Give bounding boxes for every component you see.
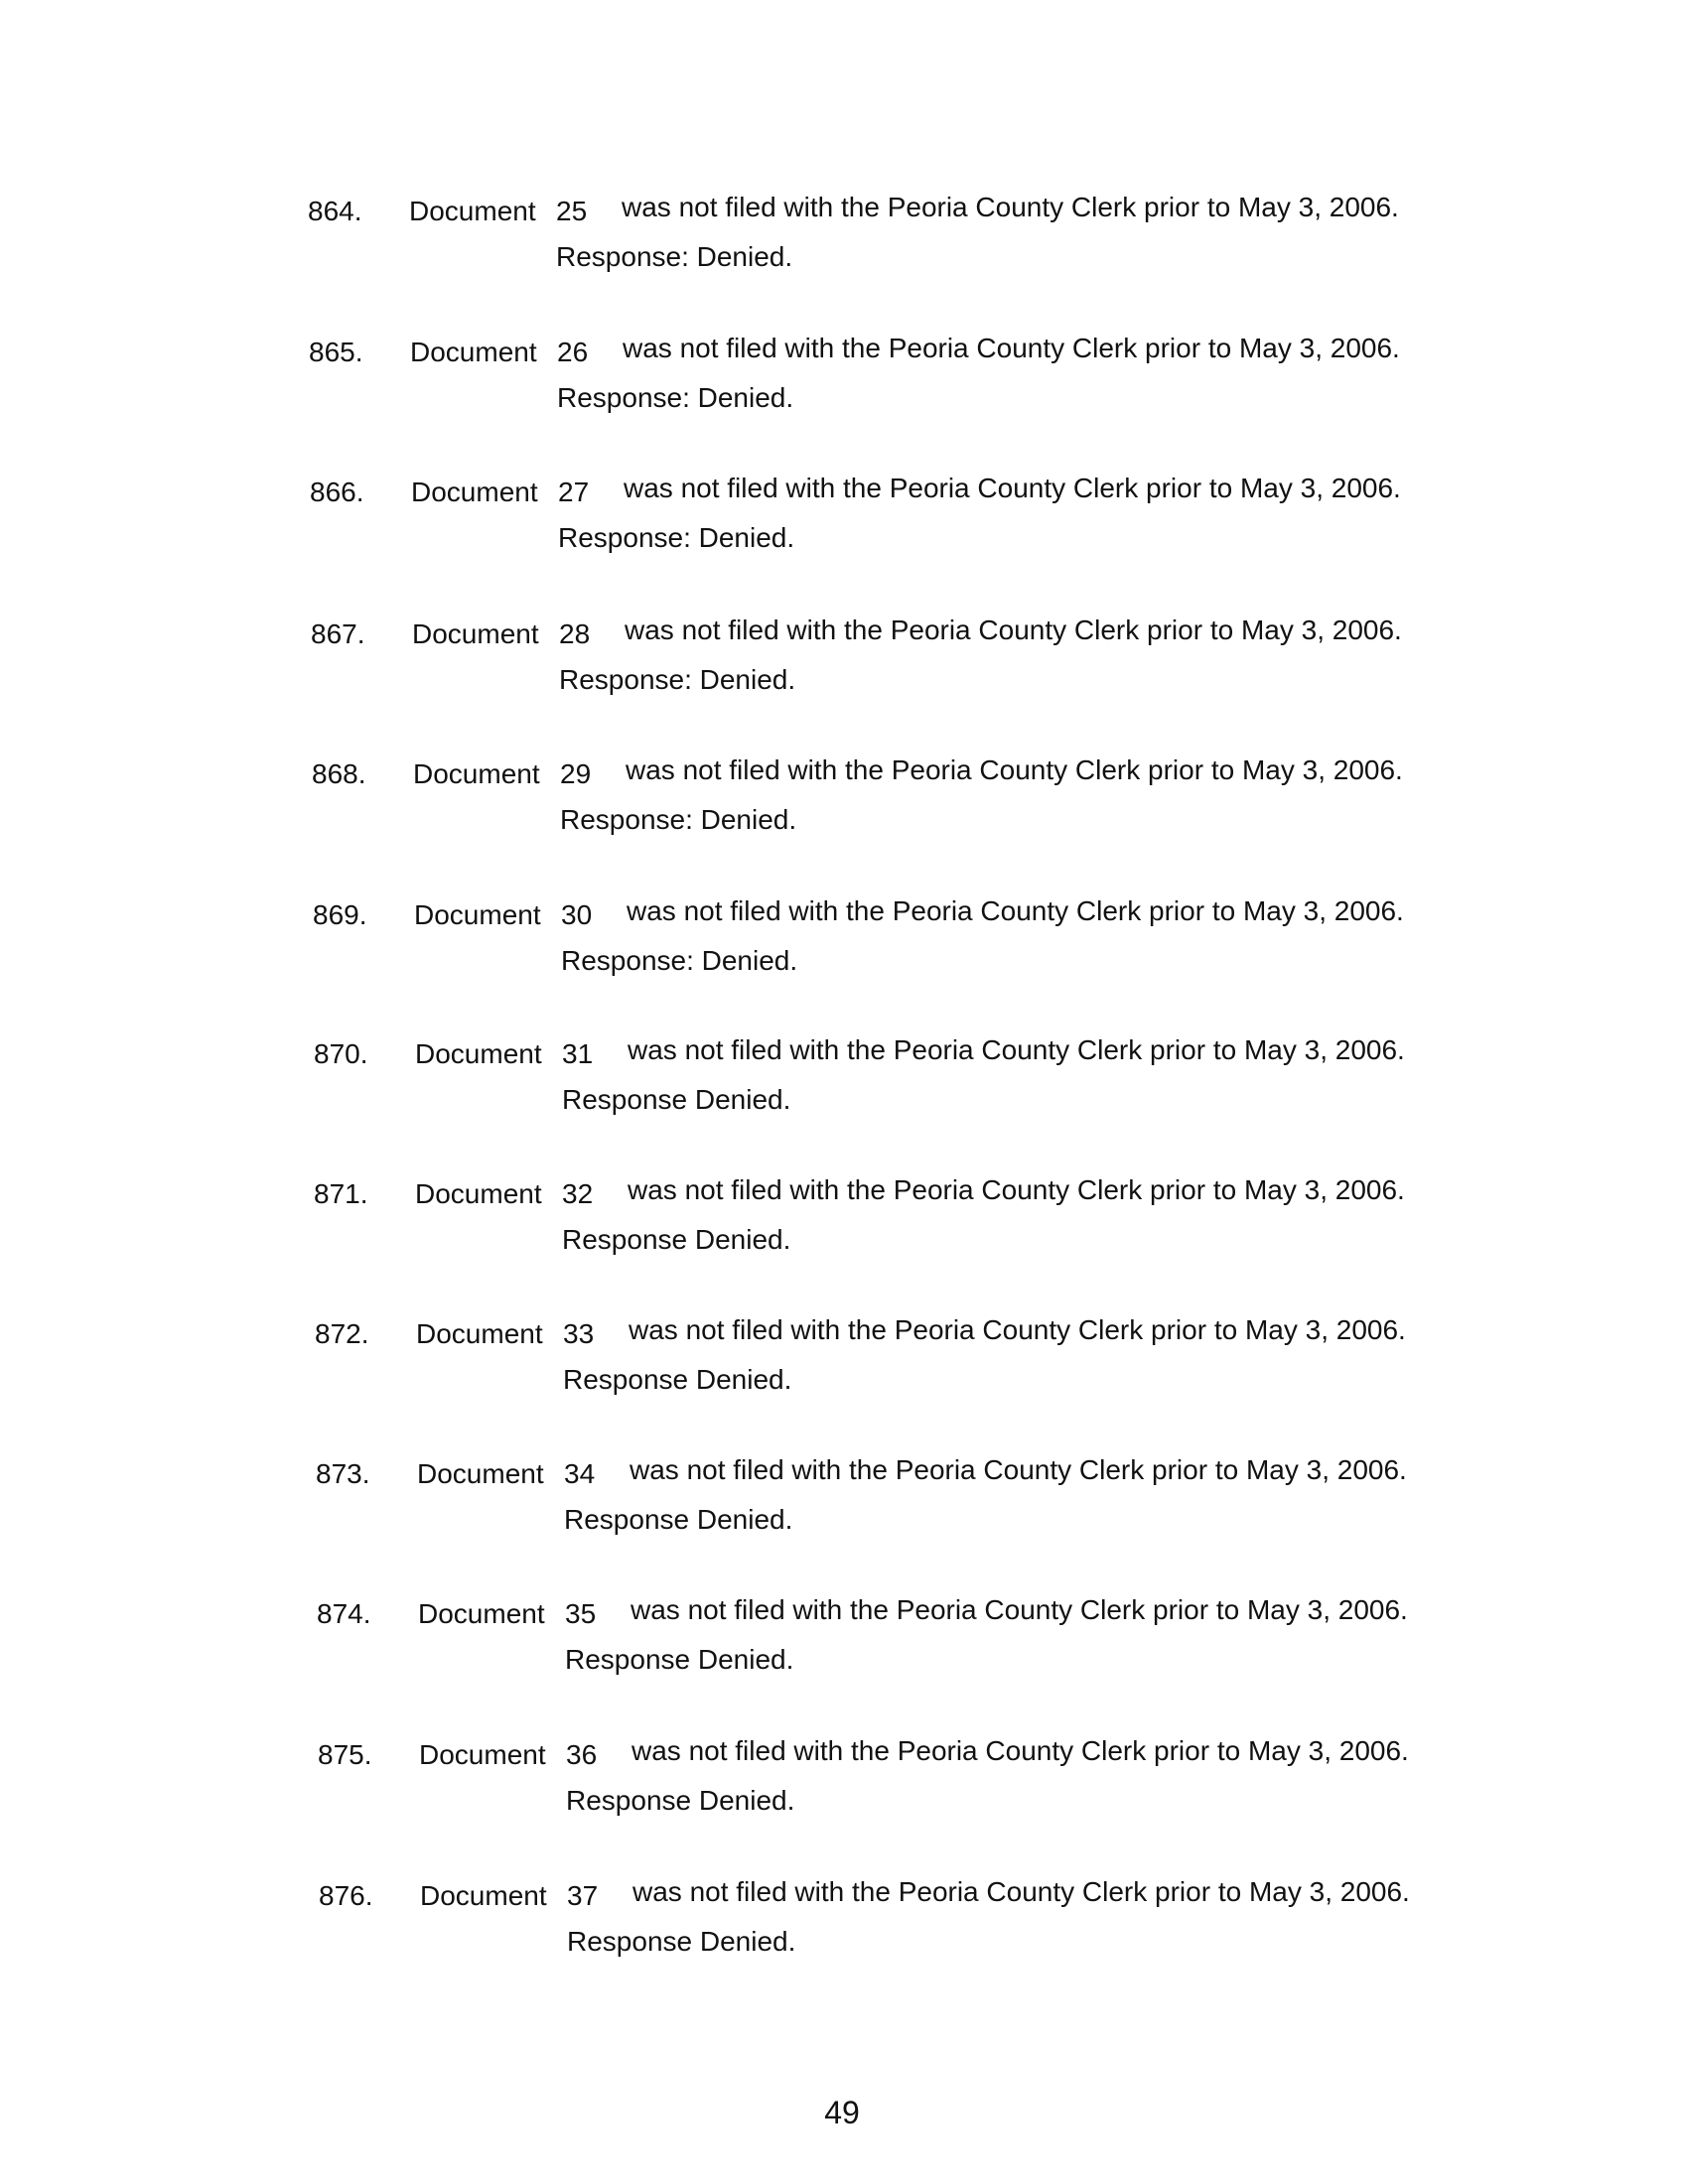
document-number: 34	[564, 1458, 596, 1489]
response-text: Response Denied.	[567, 1926, 796, 1957]
paragraph-number: 870.	[314, 1038, 368, 1069]
document-number: 25	[556, 196, 588, 226]
paragraph-874	[317, 1594, 1508, 1687]
response-text: Response: Denied.	[559, 664, 796, 695]
response-text: Response Denied.	[564, 1504, 793, 1535]
page-number: 49	[824, 2095, 860, 2130]
response-text: Response Denied.	[566, 1785, 795, 1816]
document-label: Document	[417, 1458, 544, 1489]
document-label: Document	[415, 1038, 542, 1069]
document-number: 26	[557, 337, 589, 367]
statement-text: was not filed with the Peoria County Clerk prior to May 3, 2006.	[625, 614, 1402, 645]
response-text: Response: Denied.	[556, 241, 793, 272]
document-label: Document	[413, 758, 540, 789]
paragraph-872	[315, 1314, 1506, 1407]
statement-text: was not filed with the Peoria County Clerk prior to May 3, 2006.	[628, 1174, 1405, 1205]
statement-text: was not filed with the Peoria County Clerk prior to May 3, 2006.	[626, 754, 1403, 785]
document-number: 32	[562, 1178, 594, 1209]
document-label: Document	[415, 1178, 542, 1209]
paragraph-865	[309, 333, 1500, 425]
statement-text: was not filed with the Peoria County Clerk prior to May 3, 2006.	[622, 192, 1399, 222]
response-text: Response: Denied.	[557, 382, 794, 413]
document-number: 29	[560, 758, 592, 789]
paragraph-870	[314, 1034, 1505, 1127]
paragraph-867	[311, 614, 1502, 707]
statement-text: was not filed with the Peoria County Clerk prior to May 3, 2006.	[628, 1034, 1405, 1065]
document-label: Document	[416, 1318, 543, 1349]
paragraph-868	[312, 754, 1503, 847]
paragraph-866	[310, 473, 1501, 565]
response-text: Response Denied.	[563, 1364, 792, 1395]
document-label: Document	[411, 477, 538, 507]
paragraph-876	[319, 1876, 1510, 1969]
paragraph-875	[318, 1735, 1509, 1828]
response-text: Response: Denied.	[561, 945, 798, 976]
document-label: Document	[414, 899, 541, 930]
paragraph-869	[313, 895, 1504, 988]
document-label: Document	[420, 1880, 547, 1911]
statement-text: was not filed with the Peoria County Clerk prior to May 3, 2006.	[627, 895, 1404, 926]
statement-text: was not filed with the Peoria County Clerk prior to May 3, 2006.	[631, 1594, 1408, 1625]
paragraph-number: 875.	[318, 1739, 372, 1770]
paragraph-number: 866.	[310, 477, 364, 507]
response-text: Response: Denied.	[558, 522, 795, 553]
paragraph-873	[316, 1454, 1507, 1547]
paragraph-number: 876.	[319, 1880, 373, 1911]
response-text: Response Denied.	[562, 1224, 791, 1255]
document-label: Document	[412, 618, 539, 649]
document-number: 28	[559, 618, 591, 649]
statement-text: was not filed with the Peoria County Clerk prior to May 3, 2006.	[623, 333, 1400, 363]
response-text: Response: Denied.	[560, 804, 797, 835]
document-number: 31	[562, 1038, 594, 1069]
paragraph-number: 872.	[315, 1318, 369, 1349]
statement-text: was not filed with the Peoria County Clerk prior to May 3, 2006.	[630, 1454, 1407, 1485]
document-label: Document	[409, 196, 536, 226]
statement-text: was not filed with the Peoria County Clerk prior to May 3, 2006.	[632, 1735, 1409, 1766]
paragraph-number: 865.	[309, 337, 363, 367]
statement-text: was not filed with the Peoria County Clerk prior to May 3, 2006.	[629, 1314, 1406, 1345]
paragraph-number: 864.	[308, 196, 362, 226]
document-number: 33	[563, 1318, 595, 1349]
paragraph-number: 869.	[313, 899, 367, 930]
document-label: Document	[418, 1598, 545, 1629]
statement-text: was not filed with the Peoria County Clerk prior to May 3, 2006.	[632, 1876, 1410, 1907]
document-number: 30	[561, 899, 593, 930]
paragraph-871	[314, 1174, 1505, 1267]
document-number: 27	[558, 477, 590, 507]
paragraph-number: 867.	[311, 618, 365, 649]
paragraph-number: 868.	[312, 758, 366, 789]
statement-text: was not filed with the Peoria County Clerk prior to May 3, 2006.	[624, 473, 1401, 503]
paragraph-number: 874.	[317, 1598, 371, 1629]
document-number: 37	[567, 1880, 599, 1911]
response-text: Response Denied.	[565, 1644, 794, 1675]
paragraph-864	[308, 192, 1499, 284]
document-number: 36	[566, 1739, 598, 1770]
document-label: Document	[410, 337, 537, 367]
document-number: 35	[565, 1598, 597, 1629]
document-label: Document	[419, 1739, 546, 1770]
paragraph-number: 873.	[316, 1458, 370, 1489]
response-text: Response Denied.	[562, 1084, 791, 1115]
paragraph-number: 871.	[314, 1178, 368, 1209]
